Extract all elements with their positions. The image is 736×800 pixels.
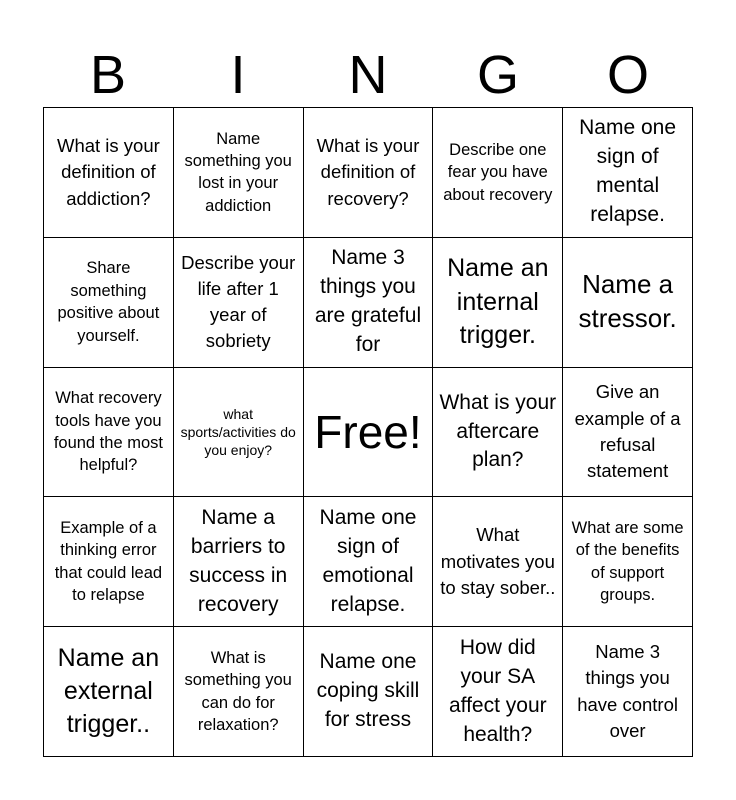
cell-text: What is something you can do for relaxation? xyxy=(184,648,292,735)
bingo-cell[interactable] xyxy=(44,368,174,498)
bingo-cell[interactable] xyxy=(174,497,304,627)
header-letter-n: N xyxy=(348,45,388,105)
cell-text: Describe your life after 1 year of sobriety xyxy=(181,251,296,352)
cell-text: What is your definition of recovery? xyxy=(316,135,420,209)
cell-text: Name one coping skill for stress xyxy=(316,650,420,732)
cell-text: Share something positive about yourself. xyxy=(57,259,160,345)
bingo-cell[interactable] xyxy=(563,368,693,498)
bingo-cell[interactable] xyxy=(304,497,434,627)
cell-text: Describe one fear you have about recovery xyxy=(443,140,553,204)
cell-text: Example of a thinking error that could lead to relapse xyxy=(54,518,163,605)
bingo-cell[interactable] xyxy=(563,108,693,238)
cell-text: What are some of the benefits of support groups. xyxy=(571,518,684,605)
bingo-cell[interactable] xyxy=(304,627,434,757)
header-letter-g: G xyxy=(476,45,519,105)
cell-text: Name one sign of emotional relapse. xyxy=(319,505,417,616)
bingo-cell[interactable] xyxy=(433,108,563,238)
bingo-cell[interactable] xyxy=(563,238,693,368)
bingo-cell[interactable] xyxy=(433,497,563,627)
bingo-card-grid xyxy=(43,107,693,757)
free-space-label: Free! xyxy=(314,405,422,458)
bingo-cell[interactable] xyxy=(563,627,693,757)
bingo-cell[interactable] xyxy=(174,627,304,757)
cell-text: Name 3 things you have control over xyxy=(577,641,678,741)
bingo-cell[interactable] xyxy=(304,108,434,238)
header-letter-b: B xyxy=(89,45,127,105)
cell-text: What motivates you to stay sober.. xyxy=(440,524,556,598)
bingo-cell[interactable] xyxy=(174,368,304,498)
cell-text: Name something you lost in your addiction xyxy=(184,129,292,215)
cell-text: Give an example of a refusal statement xyxy=(574,381,681,482)
cell-text: Name an external trigger.. xyxy=(57,643,160,739)
cell-text: What recovery tools have you found the most helpful? xyxy=(53,389,163,475)
cell-text: Name a barriers to success in recovery xyxy=(189,505,288,616)
cell-text: How did your SA affect your health? xyxy=(448,635,547,746)
bingo-cell[interactable] xyxy=(563,497,693,627)
bingo-cell[interactable] xyxy=(44,627,174,757)
cell-text: Name an internal trigger. xyxy=(447,254,549,349)
cell-text: Name 3 things you are grateful for xyxy=(314,246,422,357)
bingo-cell[interactable] xyxy=(433,238,563,368)
bingo-cell[interactable] xyxy=(44,238,174,368)
cell-text: What is your aftercare plan? xyxy=(439,390,557,472)
cell-text: what sports/activities do you enjoy? xyxy=(180,405,296,459)
cell-text: Name a stressor. xyxy=(578,269,677,334)
bingo-cell[interactable] xyxy=(44,497,174,627)
cell-text: Name one sign of mental relapse. xyxy=(579,116,677,227)
bingo-header xyxy=(43,44,693,106)
cell-text: What is your definition of addiction? xyxy=(56,135,160,209)
bingo-cell[interactable] xyxy=(433,627,563,757)
bingo-cell-free[interactable] xyxy=(304,368,434,498)
bingo-cell[interactable] xyxy=(304,238,434,368)
bingo-cell[interactable] xyxy=(174,108,304,238)
bingo-cell[interactable] xyxy=(44,108,174,238)
bingo-cell[interactable] xyxy=(174,238,304,368)
bingo-cell[interactable] xyxy=(433,368,563,498)
header-letter-i: I xyxy=(230,45,246,105)
header-letter-o: O xyxy=(606,45,649,105)
